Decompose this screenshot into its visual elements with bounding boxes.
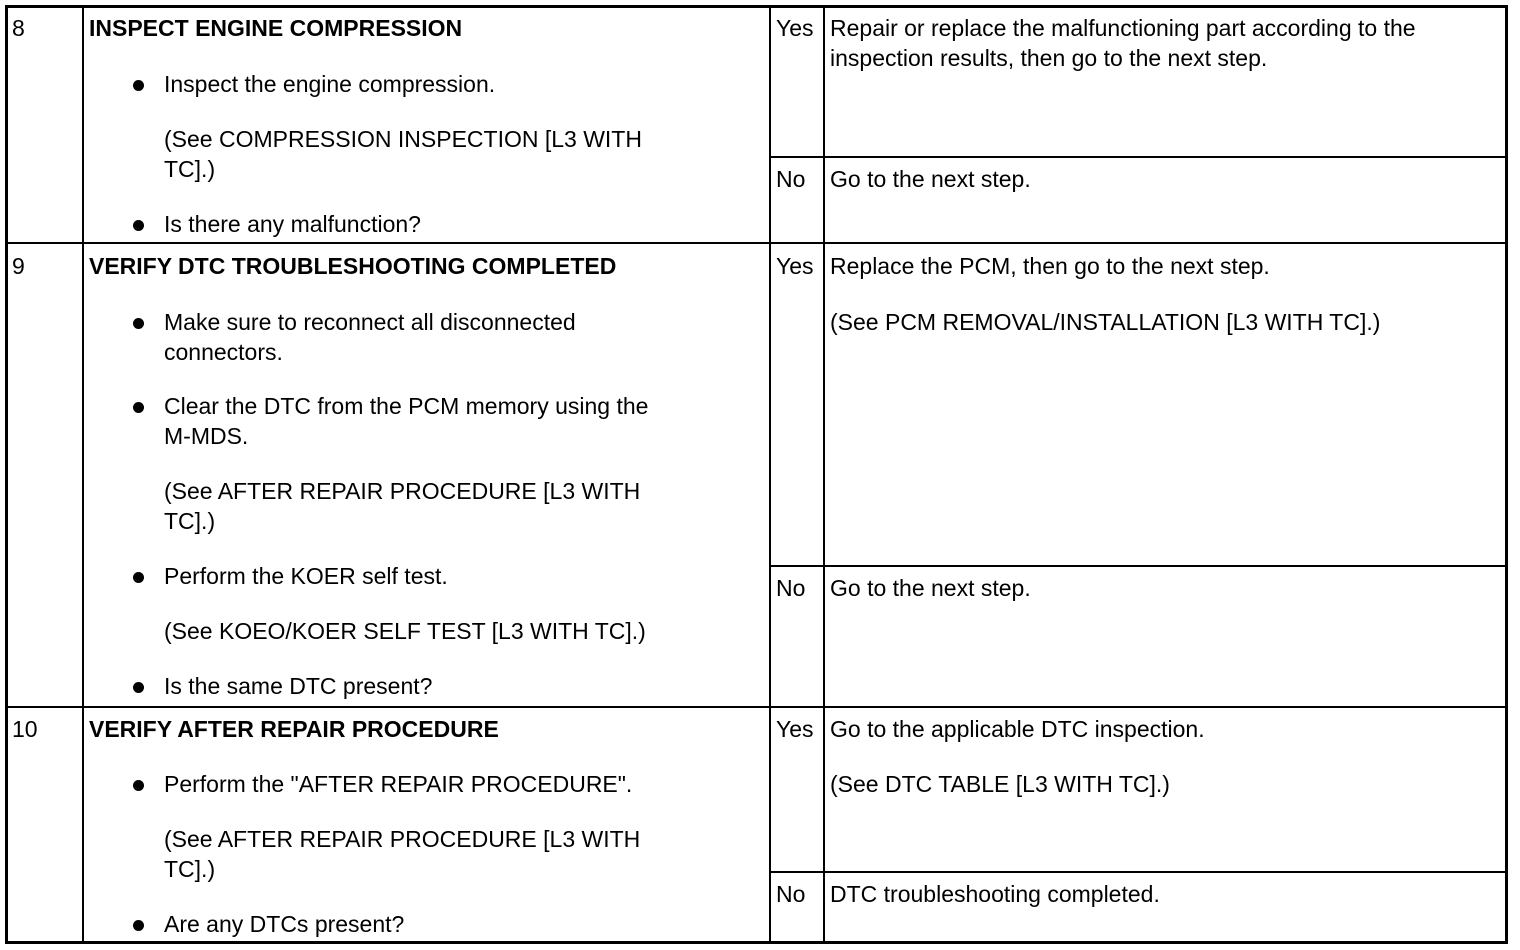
- check-item: Make sure to reconnect all disconnected: [164, 309, 576, 335]
- no-label: No: [776, 575, 806, 601]
- step-number: 9: [12, 253, 25, 279]
- bullet-icon: [133, 572, 144, 583]
- step-title: INSPECT ENGINE COMPRESSION: [89, 15, 463, 41]
- no-label: No: [776, 881, 806, 907]
- column-divider: [769, 8, 771, 941]
- bullet-icon: [133, 220, 144, 231]
- yes-action: Go to the applicable DTC inspection.: [830, 716, 1205, 742]
- troubleshooting-table: [5, 5, 1508, 944]
- step-number: 8: [12, 15, 25, 41]
- yes-no-divider: [770, 156, 1505, 158]
- bullet-icon: [133, 402, 144, 413]
- column-divider: [823, 8, 825, 941]
- yes-no-divider: [770, 871, 1505, 873]
- check-item: Inspect the engine compression.: [164, 71, 496, 97]
- check-item: Is the same DTC present?: [164, 673, 433, 699]
- yes-action: (See DTC TABLE [L3 WITH TC].): [830, 771, 1170, 797]
- step-title: VERIFY AFTER REPAIR PROCEDURE: [89, 716, 499, 742]
- check-item: Clear the DTC from the PCM memory using the: [164, 393, 649, 419]
- column-divider: [82, 8, 84, 941]
- reference-text: (See AFTER REPAIR PROCEDURE [L3 WITH: [164, 478, 641, 504]
- check-item: Are any DTCs present?: [164, 911, 405, 937]
- no-action: Go to the next step.: [830, 166, 1031, 192]
- yes-label: Yes: [776, 716, 814, 742]
- step-number: 10: [12, 716, 38, 742]
- check-item: connectors.: [164, 339, 283, 365]
- bullet-icon: [133, 920, 144, 931]
- check-item: Perform the "AFTER REPAIR PROCEDURE".: [164, 771, 633, 797]
- no-action: Go to the next step.: [830, 575, 1031, 601]
- yes-action: Repair or replace the malfunctioning part according to the: [830, 15, 1416, 41]
- reference-text: (See KOEO/KOER SELF TEST [L3 WITH TC].): [164, 618, 646, 644]
- yes-action: (See PCM REMOVAL/INSTALLATION [L3 WITH TC].): [830, 309, 1381, 335]
- step-title: VERIFY DTC TROUBLESHOOTING COMPLETED: [89, 253, 617, 279]
- bullet-icon: [133, 780, 144, 791]
- check-item: M-MDS.: [164, 423, 249, 449]
- reference-text: TC].): [164, 156, 216, 182]
- check-item: Is there any malfunction?: [164, 211, 421, 237]
- yes-label: Yes: [776, 15, 814, 41]
- yes-label: Yes: [776, 253, 814, 279]
- bullet-icon: [133, 682, 144, 693]
- no-action: DTC troubleshooting completed.: [830, 881, 1160, 907]
- yes-action: Replace the PCM, then go to the next step.: [830, 253, 1270, 279]
- reference-text: TC].): [164, 508, 216, 534]
- reference-text: (See COMPRESSION INSPECTION [L3 WITH: [164, 126, 642, 152]
- row-divider: [8, 242, 1505, 244]
- row-divider: [8, 706, 1505, 708]
- no-label: No: [776, 166, 806, 192]
- check-item: Perform the KOER self test.: [164, 563, 448, 589]
- bullet-icon: [133, 318, 144, 329]
- reference-text: TC].): [164, 856, 216, 882]
- bullet-icon: [133, 80, 144, 91]
- yes-no-divider: [770, 565, 1505, 567]
- yes-action: inspection results, then go to the next step.: [830, 45, 1268, 71]
- reference-text: (See AFTER REPAIR PROCEDURE [L3 WITH: [164, 826, 641, 852]
